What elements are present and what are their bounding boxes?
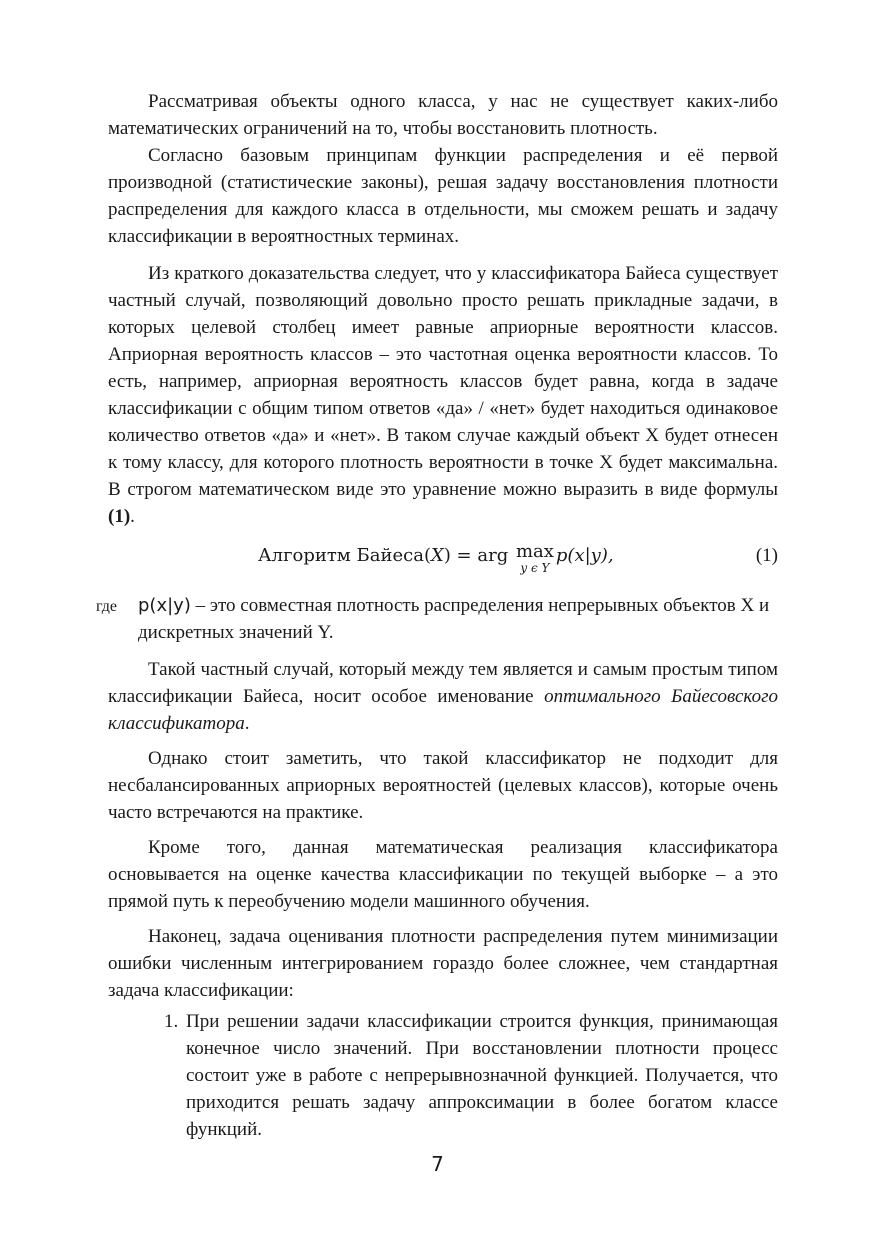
paragraph-5-start: Такой частный случай, который между тем является и самым простым типом классификации Байеса, носит особое именование — [108, 659, 778, 707]
paragraph-5-italic: оптимального Байесовского классификатора — [108, 686, 778, 734]
list-item-text: При решении задачи классификации строится функция, принимающая конечное число значений. При восстановлении плотности процесс состоит уже в работе с непрерывнозначной функцией. Получается, что приходится решать задачу аппроксимации в более богатом классе функций. — [186, 1011, 778, 1140]
paragraph-1: Рассматривая объекты одного класса, у нас не существует каких-либо математических ограничений на то, чтобы восстановить плотность. — [108, 91, 778, 139]
page-number: 7 — [431, 1152, 444, 1176]
where-description: – это совместная плотность распределения непрерывных объектов X и дискретных значений Y. — [138, 595, 770, 643]
paragraph-8: Наконец, задача оценивания плотности распределения путем минимизации ошибки численным интегрированием гораздо более сложнее, чем стандартная задача классификации: — [108, 926, 778, 1001]
bayes-formula — [258, 542, 614, 574]
where-clause — [96, 592, 778, 646]
formula-block — [108, 538, 778, 584]
paragraph-6: Однако стоит заметить, что такой классификатор не подходит для несбалансированных априорных вероятностей (целевых классов), которые очень часто встречаются на практике. — [108, 748, 778, 823]
formula-subscript: y ϵ Y — [520, 561, 550, 575]
paragraph-3 — [108, 260, 778, 530]
body-text — [96, 88, 778, 1143]
formula-reference: (1) — [108, 506, 131, 527]
paragraph-7: Кроме того, данная математическая реализация классификатора основывается на оценке качества классификации по текущей выборке – а это прямой путь к переобучению модели машинного обучения. — [108, 837, 778, 912]
formula-rhs: p(x|y), — [555, 545, 614, 566]
formula-var: X — [430, 545, 444, 566]
paragraph-2: Согласно базовым принципам функции распределения и её первой производной (статистические законы), решая задачу восстановления плотности распределения для каждого класса в отдельности, мы сможем решать и задачу классификации в вероятностных терминах. — [108, 145, 778, 247]
paragraph-5 — [108, 656, 778, 737]
formula-number: (1) — [755, 545, 778, 566]
formula-argmax — [516, 542, 554, 574]
formula-max: max — [515, 541, 554, 562]
formula-lhs: Алгоритм Байеса( — [258, 545, 431, 566]
list-marker: 1. — [164, 1011, 179, 1032]
where-label: где — [96, 598, 118, 615]
paragraph-5-end: . — [244, 713, 250, 734]
paragraph-3-end: . — [130, 506, 135, 527]
list-item — [164, 1008, 778, 1143]
formula-eq: ) = arg — [443, 545, 514, 566]
where-math: p(x|y) — [138, 595, 191, 616]
numbered-list — [164, 1008, 778, 1143]
where-text — [138, 592, 778, 646]
paragraph-3-text: Из краткого доказательства следует, что у классификатора Байеса существует частный случай, позволяющий довольно просто решать прикладные задачи, в которых целевой столбец имеет равные априорные вероятности классов. Априорная вероятность классов – это частотная оценка вероятности классов. То есть, например, априорная вероятность классов будет равна, когда в задаче классификации с общим типом ответов «да» / «нет» будет находиться одинаковое количество ответов «да» и «нет». В таком случае каждый объект X будет отнесен к тому классу, для которого плотность вероятности в точке X будет максимальна. В строгом математическом виде это уравнение можно выразить в виде формулы — [108, 263, 778, 500]
